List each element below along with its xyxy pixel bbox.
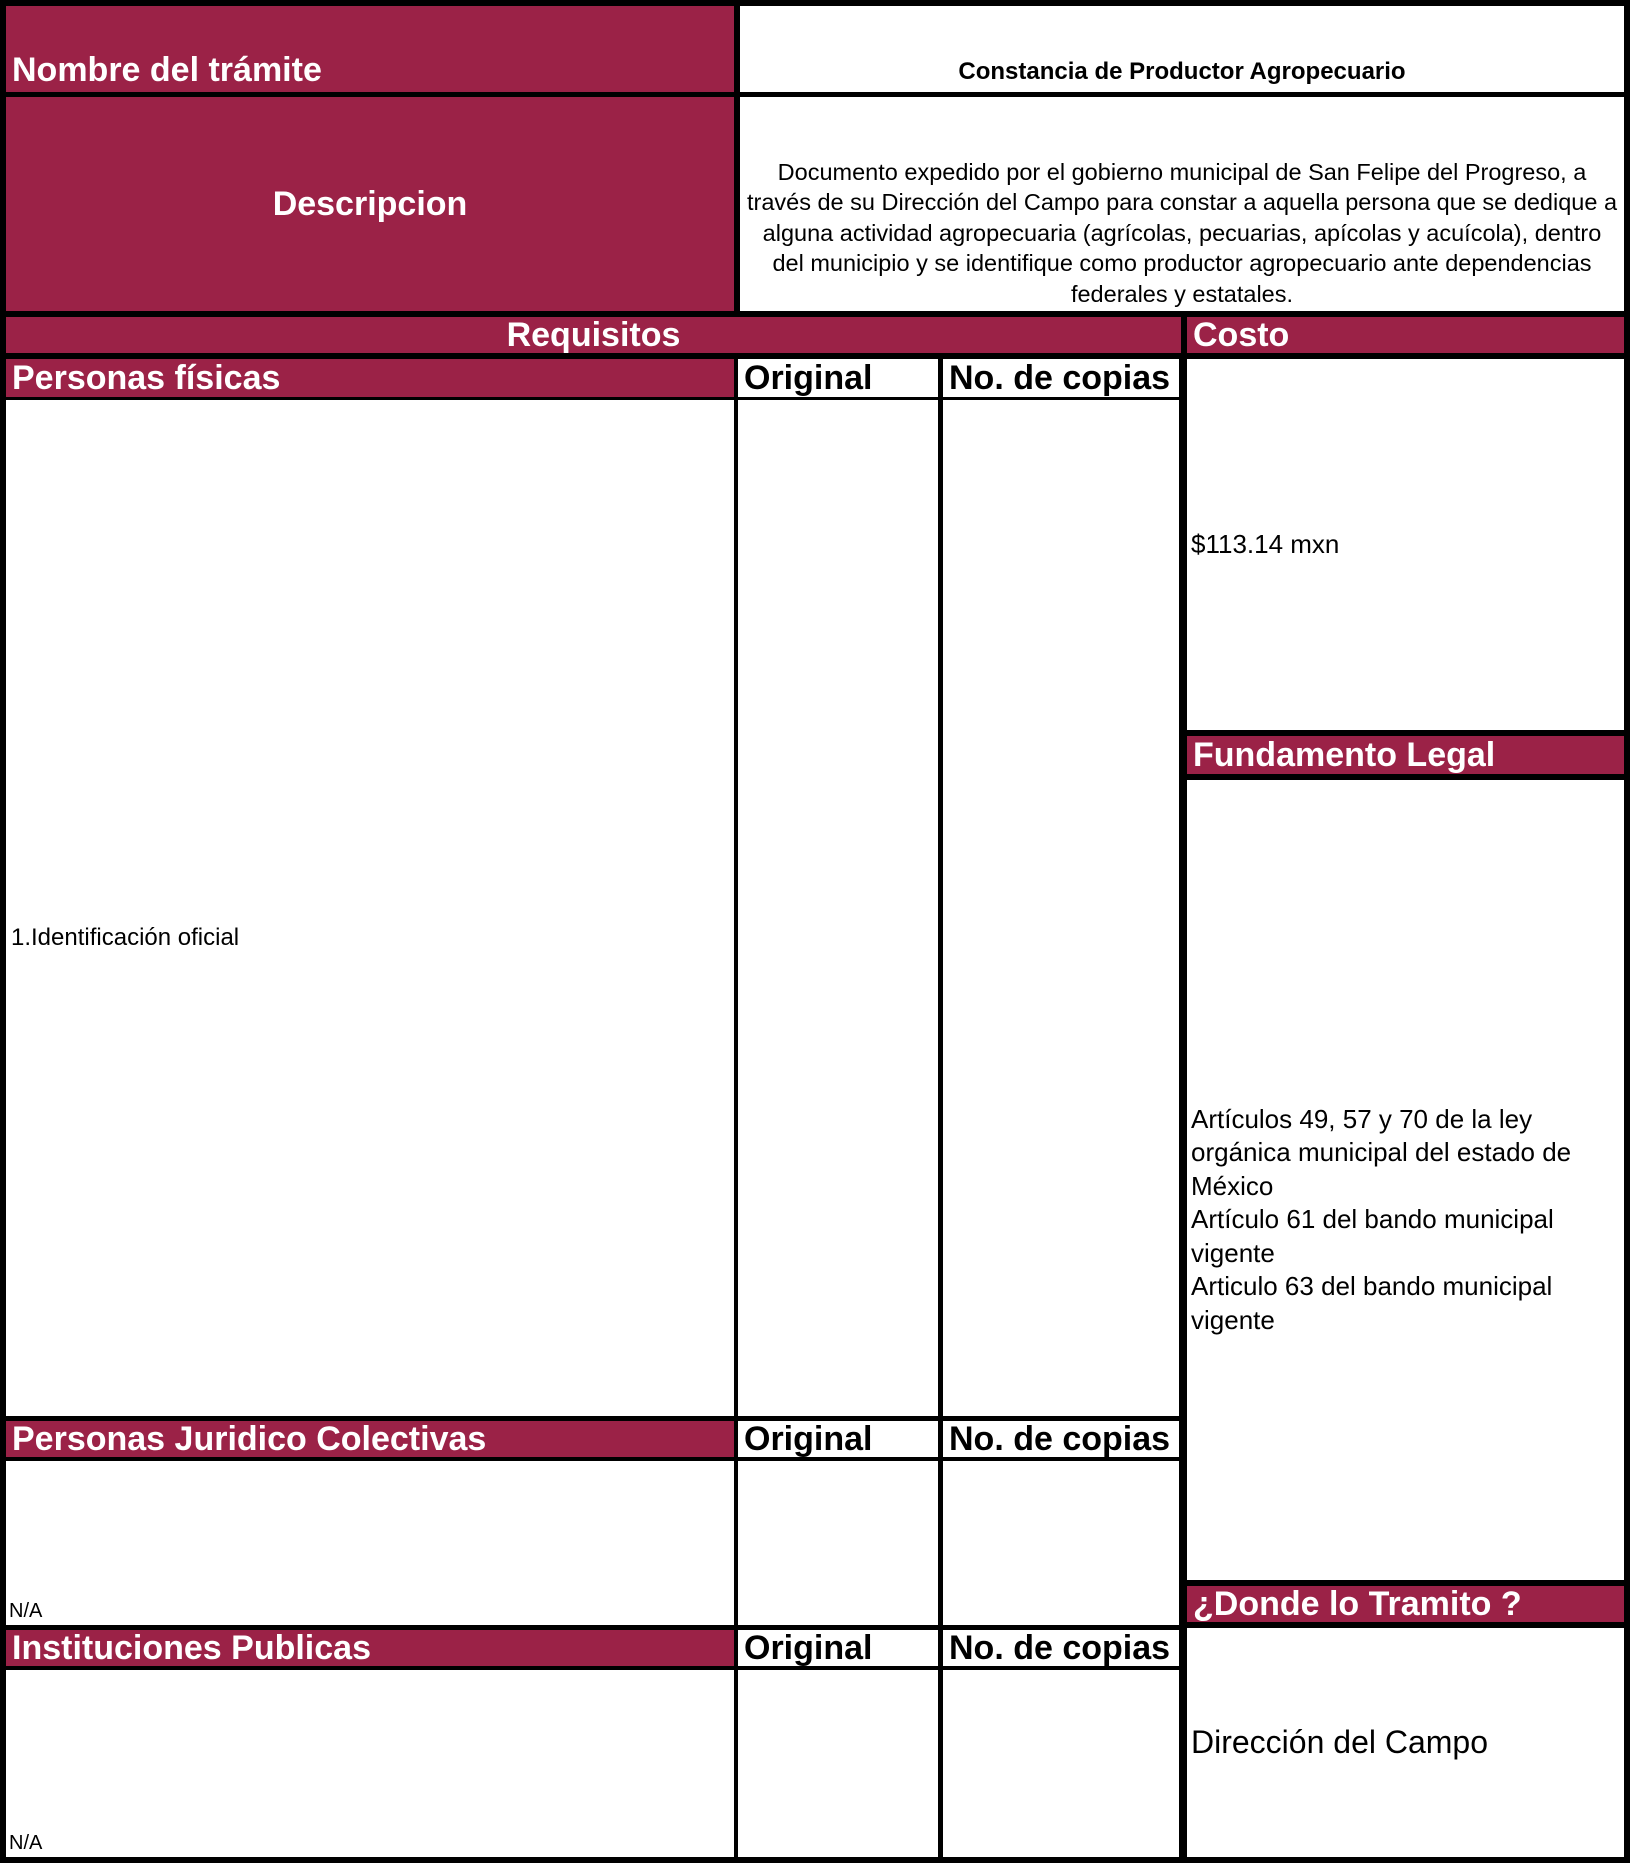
donde-tramito-header — [1187, 1586, 1624, 1622]
ip-copias-cell — [943, 1670, 1179, 1857]
tramite-name: Constancia de Productor Agropecuario — [958, 58, 1406, 85]
requisitos-title: Requisitos — [506, 317, 681, 353]
costo-label: Costo — [1193, 317, 1290, 353]
requisitos-header — [6, 317, 1181, 353]
ip-original-cell — [738, 1670, 938, 1857]
tramite-description: Documento expedido por el gobierno municipal de San Felipe del Progreso, a través de su Dirección del Campo para constar a aquella persona que se dedique a alguna actividad agropecuaria (agrícolas, pecuarias, apícolas y acuícola), dentro del municipio y se identifique como productor agropecuario ante dependencias federales y estatales. — [746, 158, 1618, 307]
pj-copias-header — [943, 1421, 1179, 1457]
pf-original-cell — [738, 400, 938, 1416]
pj-copias-label: No. de copias — [949, 1421, 1171, 1457]
pf-original-label: Original — [744, 359, 873, 397]
instituciones-publicas-cell — [6, 1670, 734, 1857]
pj-original-cell — [738, 1461, 938, 1625]
pj-original-label: Original — [744, 1421, 873, 1457]
ip-copias-header — [943, 1630, 1179, 1666]
personas-juridicas-cell — [6, 1461, 734, 1625]
fundamento-legal-header — [1187, 736, 1624, 774]
personas-fisicas-label: Personas físicas — [12, 359, 281, 397]
pf-copias-label: No. de copias — [949, 359, 1171, 397]
costo-value: $113.14 mxn — [1191, 529, 1340, 559]
personas-juridicas-header — [6, 1421, 734, 1457]
pf-original-header — [738, 359, 938, 397]
description-value-cell — [740, 97, 1624, 311]
pf-copias-cell — [943, 400, 1179, 1416]
personas-juridicas-value: N/A — [9, 1600, 43, 1622]
ip-copias-label: No. de copias — [949, 1630, 1171, 1666]
description-label-cell — [6, 97, 734, 311]
pj-copias-cell — [943, 1461, 1179, 1625]
name-label: Nombre del trámite — [12, 51, 322, 89]
instituciones-publicas-header — [6, 1630, 734, 1666]
requirement-item: 1.Identificación oficial — [11, 924, 240, 951]
fundamento-line: Articulo 63 del bando municipal vigente — [1191, 1271, 1553, 1335]
fundamento-line: Artículo 61 del bando municipal vigente — [1191, 1204, 1554, 1268]
personas-juridicas-label: Personas Juridico Colectivas — [12, 1421, 487, 1457]
donde-tramito-label: ¿Donde lo Tramito ? — [1193, 1586, 1522, 1622]
personas-fisicas-requirements-cell — [6, 400, 734, 1416]
pj-original-header — [738, 1421, 938, 1457]
fundamento-legal-text — [1191, 1103, 1620, 1338]
personas-fisicas-header — [6, 359, 734, 397]
costo-value-cell — [1187, 359, 1624, 730]
costo-header — [1187, 317, 1624, 353]
instituciones-publicas-label: Instituciones Publicas — [12, 1630, 371, 1666]
name-value-cell — [740, 6, 1624, 92]
description-label: Descripcion — [272, 184, 468, 223]
ip-original-header — [738, 1630, 938, 1666]
pf-copias-header — [943, 359, 1179, 397]
ip-original-label: Original — [744, 1630, 873, 1666]
fundamento-legal-label: Fundamento Legal — [1193, 736, 1496, 774]
donde-tramito-cell — [1187, 1628, 1624, 1857]
name-label-cell — [6, 6, 734, 92]
instituciones-publicas-value: N/A — [9, 1832, 43, 1854]
fundamento-line: Artículos 49, 57 y 70 de la ley orgánica municipal del estado de México — [1191, 1103, 1572, 1201]
donde-tramito-value: Dirección del Campo — [1191, 1724, 1489, 1760]
fundamento-legal-cell — [1187, 780, 1624, 1580]
